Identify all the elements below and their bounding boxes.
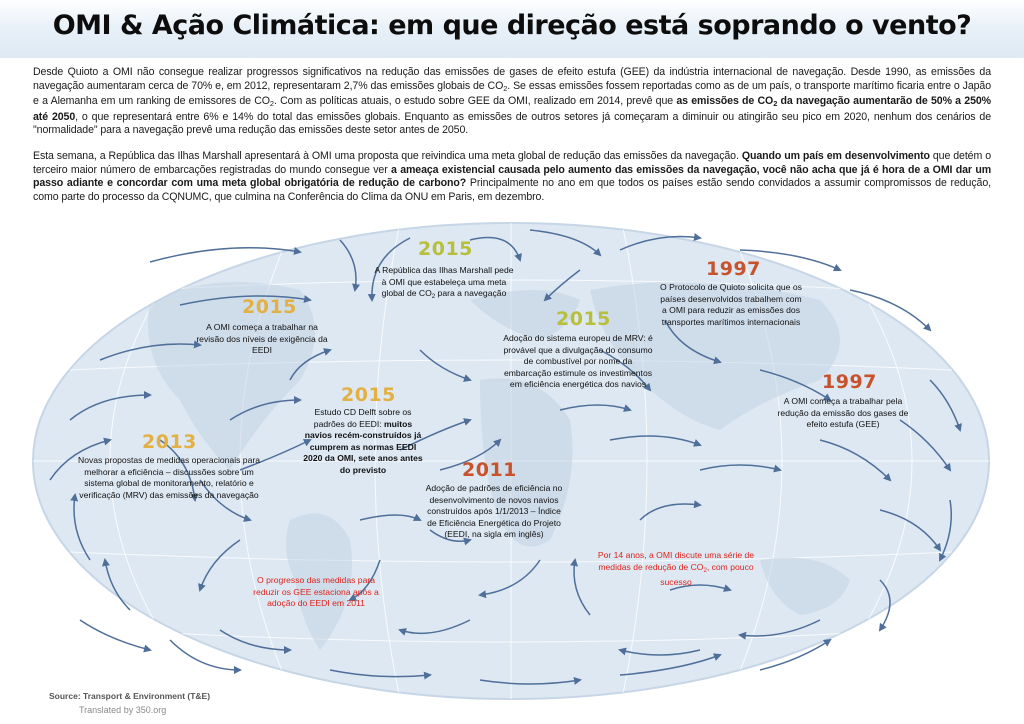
- note-marshall: A República das Ilhas Marshall pede à OMI que estabeleça uma meta global de $CO_2$ para a navegação: [374, 265, 514, 301]
- source-credit: Source: Transport & Environment (T&E): [49, 691, 211, 701]
- page-title: OMI & Ação Climática: em que direção está soprando o vento?: [52, 10, 972, 41]
- note-stalled: O progresso das medidas para reduzir os GEE estaciona após a adoção do EEDI em 2011: [253, 575, 379, 609]
- year-label-eedi-review: 2015: [242, 296, 297, 318]
- intro-paragraph-1: Desde Quioto a OMI não consegue realizar progressos significativos na redução das emissões de gases de efeito estufa (GEE) da indústria internacional de navegação. Desde 1990, as emissões da navegação aumentaram cerca de 70% e, em 2012, representaram 2,7% das emissões globais de $CO_2$. Se essas emissões fossem reportadas como as de um país, o transporte marítimo ficaria entre o Japão e a Alemanha em um ranking de emissores de $CO_2$. Com as políticas atuais, o estudo sobre GEE da OMI, realizado em 2014, prevê que as emissões de $CO_2$ da navegação aumentarão de 50% a 250% até 2050, o que representará entre 6% e 14% do total das emissões globais. Enquanto as emissões de outros setores já começaram a diminuir ou atingirão seu pico em 2020, nenhum dos cenários de "normalidade" para a navegação prevê uma redução das emissões deste setor antes de 2050.: [33, 66, 991, 137]
- note-mrv-proposals: Novas propostas de medidas operacionais para melhorar a eficiência – discussões sobre um sistema global de monitoramento, relatório e verificação (MRV) das emissões da navegação: [77, 455, 260, 500]
- year-label-delft: 2015: [341, 384, 396, 406]
- year-label-eu-mrv: 2015: [556, 308, 611, 330]
- year-label-mrv-proposals: 2013: [142, 431, 197, 453]
- note-imo-start: A OMI começa a trabalhar pela redução da emissão dos gases de efeito estufa (GEE): [777, 396, 909, 430]
- year-label-eedi-adoption: 2011: [462, 459, 517, 481]
- note-eu-mrv: Adoção do sistema europeu de MRV: é provável que a divulgação do consumo de combustível por nome da embarcação estimule os investimentos em eficiência energética dos navios: [503, 333, 653, 390]
- year-label-kyoto: 1997: [706, 258, 761, 280]
- note-eedi-adoption: Adoção de padrões de eficiência no desenvolvimento de novos navios construídos após 1/1/2013 – Índice de Eficiência Energética do Projeto (EEDI, na sigla em inglês): [425, 483, 563, 540]
- note-eedi-review: A OMI começa a trabalhar na revisão dos níveis de exigência da EEDI: [196, 322, 328, 356]
- translation-credit: Translated by 350.org: [79, 705, 167, 715]
- year-label-imo-start: 1997: [822, 371, 877, 393]
- note-kyoto: O Protocolo de Quioto solicita que os países desenvolvidos trabalhem com a OMI para reduzir as emissões dos transportes marítimos internacionais: [660, 282, 802, 327]
- intro-paragraph-2: Esta semana, a República das Ilhas Marshall apresentará à OMI uma proposta que reivindica uma meta global de redução das emissões da navegação. Quando um país em desenvolvimento que detém o terceiro maior número de embarcações registradas do mundo consegue ver a ameaça existencial causada pelo aumento das emissões da navegação, você não acha que já é hora de a OMI dar um passo adiante e concordar com uma meta global obrigatória de redução de carbono? Principalmente no ano em que todos os países estão sendo convidados a assumir compromissos de redução, como parte do processo da CQNUMC, que culmina na Conferência do Clima da ONU em Paris, em dezembro.: [33, 149, 992, 203]
- year-label-marshall: 2015: [418, 238, 473, 260]
- note-fourteen-years: Por 14 anos, a OMI discute uma série de medidas de redução de $CO_2$, com pouco sucesso: [597, 550, 755, 588]
- note-delft: Estudo CD Delft sobre os padrões do EEDI: muitos navios recém-construídos já cumprem as normas EEDI 2020 da OMI, sete anos antes do previsto: [303, 407, 423, 475]
